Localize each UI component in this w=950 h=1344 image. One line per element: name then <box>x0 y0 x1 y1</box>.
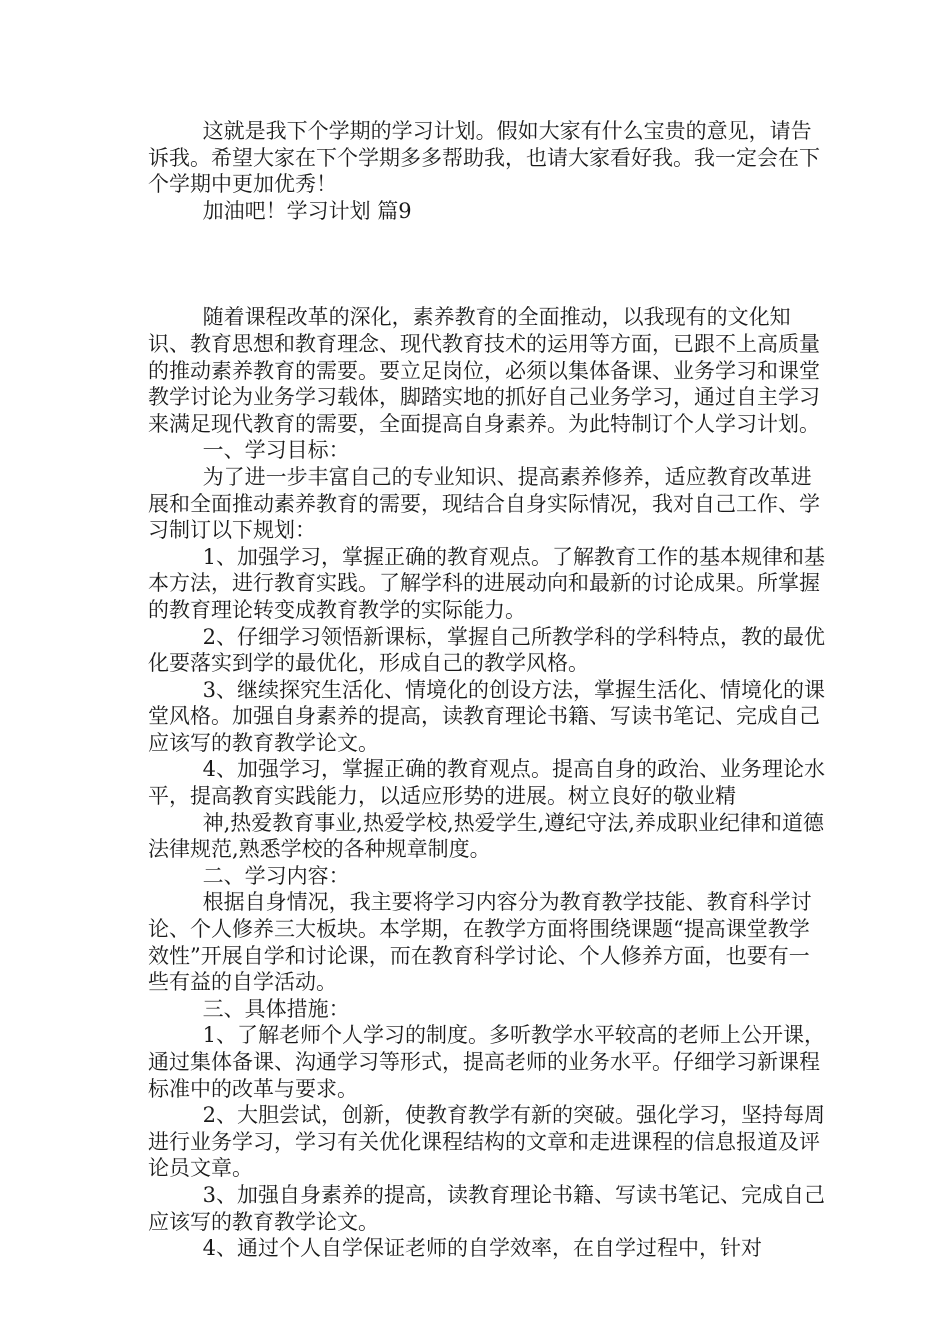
document-body <box>148 118 828 1262</box>
list-item-goal-2: 2、仔细学习领悟新课标，掌握自己所教学科的学科特点，教的最优化要落实到学的最优化，形成自己的教学风格。 <box>148 624 825 676</box>
list-item-measure-1: 1、了解老师个人学习的制度。多听教学水平较高的老师上公开课，通过集体备课、沟通学习等形式，提高老师的业务水平。仔细学习新课程标准中的改革与要求。 <box>148 1023 825 1101</box>
paragraph-closing: 这就是我下个学期的学习计划。假如大家有什么宝贵的意见，请告诉我。希望大家在下个学期多多帮助我，也请大家看好我。我一定会在下个学期中更加优秀！ <box>148 119 820 197</box>
list-item-measure-4: 4、通过个人自学保证老师的自学效率，在自学过程中，针对 <box>202 1236 762 1261</box>
paragraph-goals-intro: 为了进一步丰富自己的专业知识、提高素养修养，适应教育改革进展和全面推动素养教育的需要，现结合自身实际情况，我对自己工作、学习制订以下规划： <box>148 464 820 543</box>
section-gap <box>148 224 828 304</box>
list-item-goal-1: 1、加强学习，掌握正确的教育观点。了解教育工作的基本规律和基本方法，进行教育实践。了解学科的进展动向和最新的讨论成果。所掌握的教育理论转变成教育教学的实际能力。 <box>148 544 825 622</box>
paragraph-intro: 随着课程改革的深化，素养教育的全面推动，以我现有的文化知识、教育思想和教育理念、现代教育技术的运用等方面，已跟不上高质量的推动素养教育的需要。要立足岗位，必须以集体备课、业务学习和课堂教学讨论为业务学习载体，脚踏实地的抓好自己业务学习，通过自主学习来满足现代教育的需要，全面提高自身素养。为此特制订个人学习计划。 <box>148 305 820 436</box>
list-item-measure-3: 3、加强自身素养的提高，读教育理论书籍、写读书笔记、完成自己应该写的教育教学论文。 <box>148 1182 825 1234</box>
paragraph-content: 根据自身情况，我主要将学习内容分为教育教学技能、教育科学讨论、个人修养三大板块。本学期，在教学方面将围绕课题“提高课堂教学效性”开展自学和讨论课，而在教育科学讨论、个人修养方面，也要有一些有益的自学活动。 <box>148 890 812 995</box>
heading-learning-content: 二、学习内容： <box>202 863 350 888</box>
list-item-goal-4: 4、加强学习，掌握正确的教育观点。提高自身的政治、业务理论水平，提高教育实践能力，以适应形势的进展。树立良好的敬业精 <box>148 757 825 809</box>
heading-learning-goals: 一、学习目标： <box>202 438 350 463</box>
list-item-goal-4-continued: 神,热爱教育事业,热爱学校,热爱学生,遵纪守法,养成职业纪律和道德法律规范,熟悉学校的各种规章制度。 <box>148 810 824 862</box>
section-heading-plan-9: 加油吧！学习计划 篇9 <box>202 198 412 223</box>
heading-measures: 三、具体措施： <box>202 996 350 1021</box>
list-item-goal-3: 3、继续探究生活化、情境化的创设方法，掌握生活化、情境化的课堂风格。加强自身素养的提高，读教育理论书籍、写读书笔记、完成自己应该写的教育教学论文。 <box>148 677 825 755</box>
list-item-measure-2: 2、大胆尝试，创新，使教育教学有新的突破。强化学习，坚持每周进行业务学习，学习有关优化课程结构的文章和走进课程的信息报道及评论员文章。 <box>148 1103 825 1181</box>
